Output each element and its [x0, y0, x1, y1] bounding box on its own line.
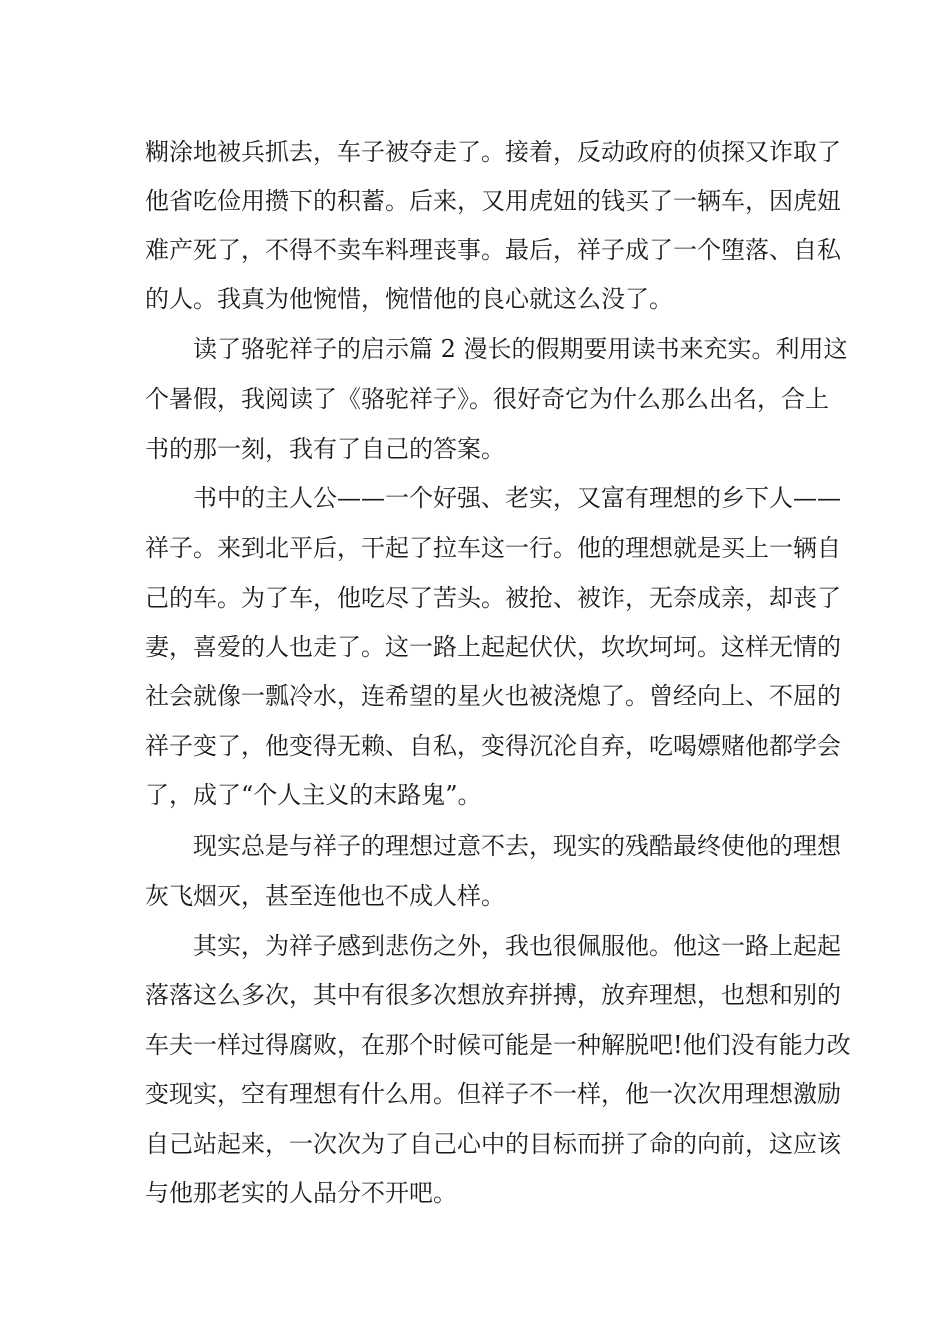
paragraph-3-line-7: 了，成了“个人主义的末路鬼”。 [145, 781, 482, 809]
paragraph-1-line-4: 的人。我真为他惋惜，惋惜他的良心就这么没了。 [145, 285, 673, 313]
paragraph-3-line-5: 社会就像一瓢冷水，连希望的星火也被浇熄了。曾经向上、不屈的 [145, 682, 841, 710]
paragraph-5-line-5: 自己站起来，一次次为了自己心中的目标而拼了命的向前，这应该 [145, 1130, 841, 1158]
paragraph-3-line-3: 己的车。为了车，他吃尽了苦头。被抢、被诈，无奈成亲，却丧了 [145, 584, 841, 612]
paragraph-3-line-4: 妻，喜爱的人也走了。这一路上起起伏伏，坎坎坷坷。这样无情的 [145, 633, 841, 661]
paragraph-5-line-4: 变现实，空有理想有什么用。但祥子不一样，他一次次用理想激励 [145, 1080, 841, 1108]
paragraph-1-line-3: 难产死了，不得不卖车料理丧事。最后，祥子成了一个堕落、自私 [145, 236, 841, 264]
paragraph-2-line-3: 书的那一刻，我有了自己的答案。 [145, 435, 505, 463]
paragraph-5-line-1: 其实，为祥子感到悲伤之外，我也很佩服他。他这一路上起起 [193, 932, 841, 960]
paragraph-2-line-1: 读了骆驼祥子的启示篇 2 漫长的假期要用读书来充实。利用这 [193, 335, 848, 363]
paragraph-1-line-2: 他省吃俭用攒下的积蓄。后来，又用虎妞的钱买了一辆车，因虎妞 [145, 187, 841, 215]
paragraph-3-line-6: 祥子变了，他变得无赖、自私，变得沉沦自弃，吃喝嫖赌他都学会 [145, 732, 841, 760]
paragraph-5-line-3: 车夫一样过得腐败，在那个时候可能是一种解脱吧!他们没有能力改 [145, 1031, 851, 1059]
paragraph-4-line-2: 灰飞烟灭，甚至连他也不成人样。 [145, 882, 505, 910]
paragraph-3-line-1: 书中的主人公——一个好强、老实，又富有理想的乡下人—— [193, 484, 841, 512]
paragraph-1-line-1: 糊涂地被兵抓去，车子被夺走了。接着，反动政府的侦探又诈取了 [145, 138, 841, 166]
paragraph-4-line-1: 现实总是与祥子的理想过意不去，现实的残酷最终使他的理想 [193, 832, 841, 860]
paragraph-5-line-6: 与他那老实的人品分不开吧。 [145, 1179, 457, 1207]
paragraph-5-line-2: 落落这么多次，其中有很多次想放弃拼搏，放弃理想，也想和别的 [145, 981, 841, 1009]
paragraph-2-line-2: 个暑假，我阅读了《骆驼祥子》。很好奇它为什么那么出名，合上 [145, 385, 829, 413]
paragraph-3-line-2: 祥子。来到北平后，干起了拉车这一行。他的理想就是买上一辆自 [145, 534, 841, 562]
